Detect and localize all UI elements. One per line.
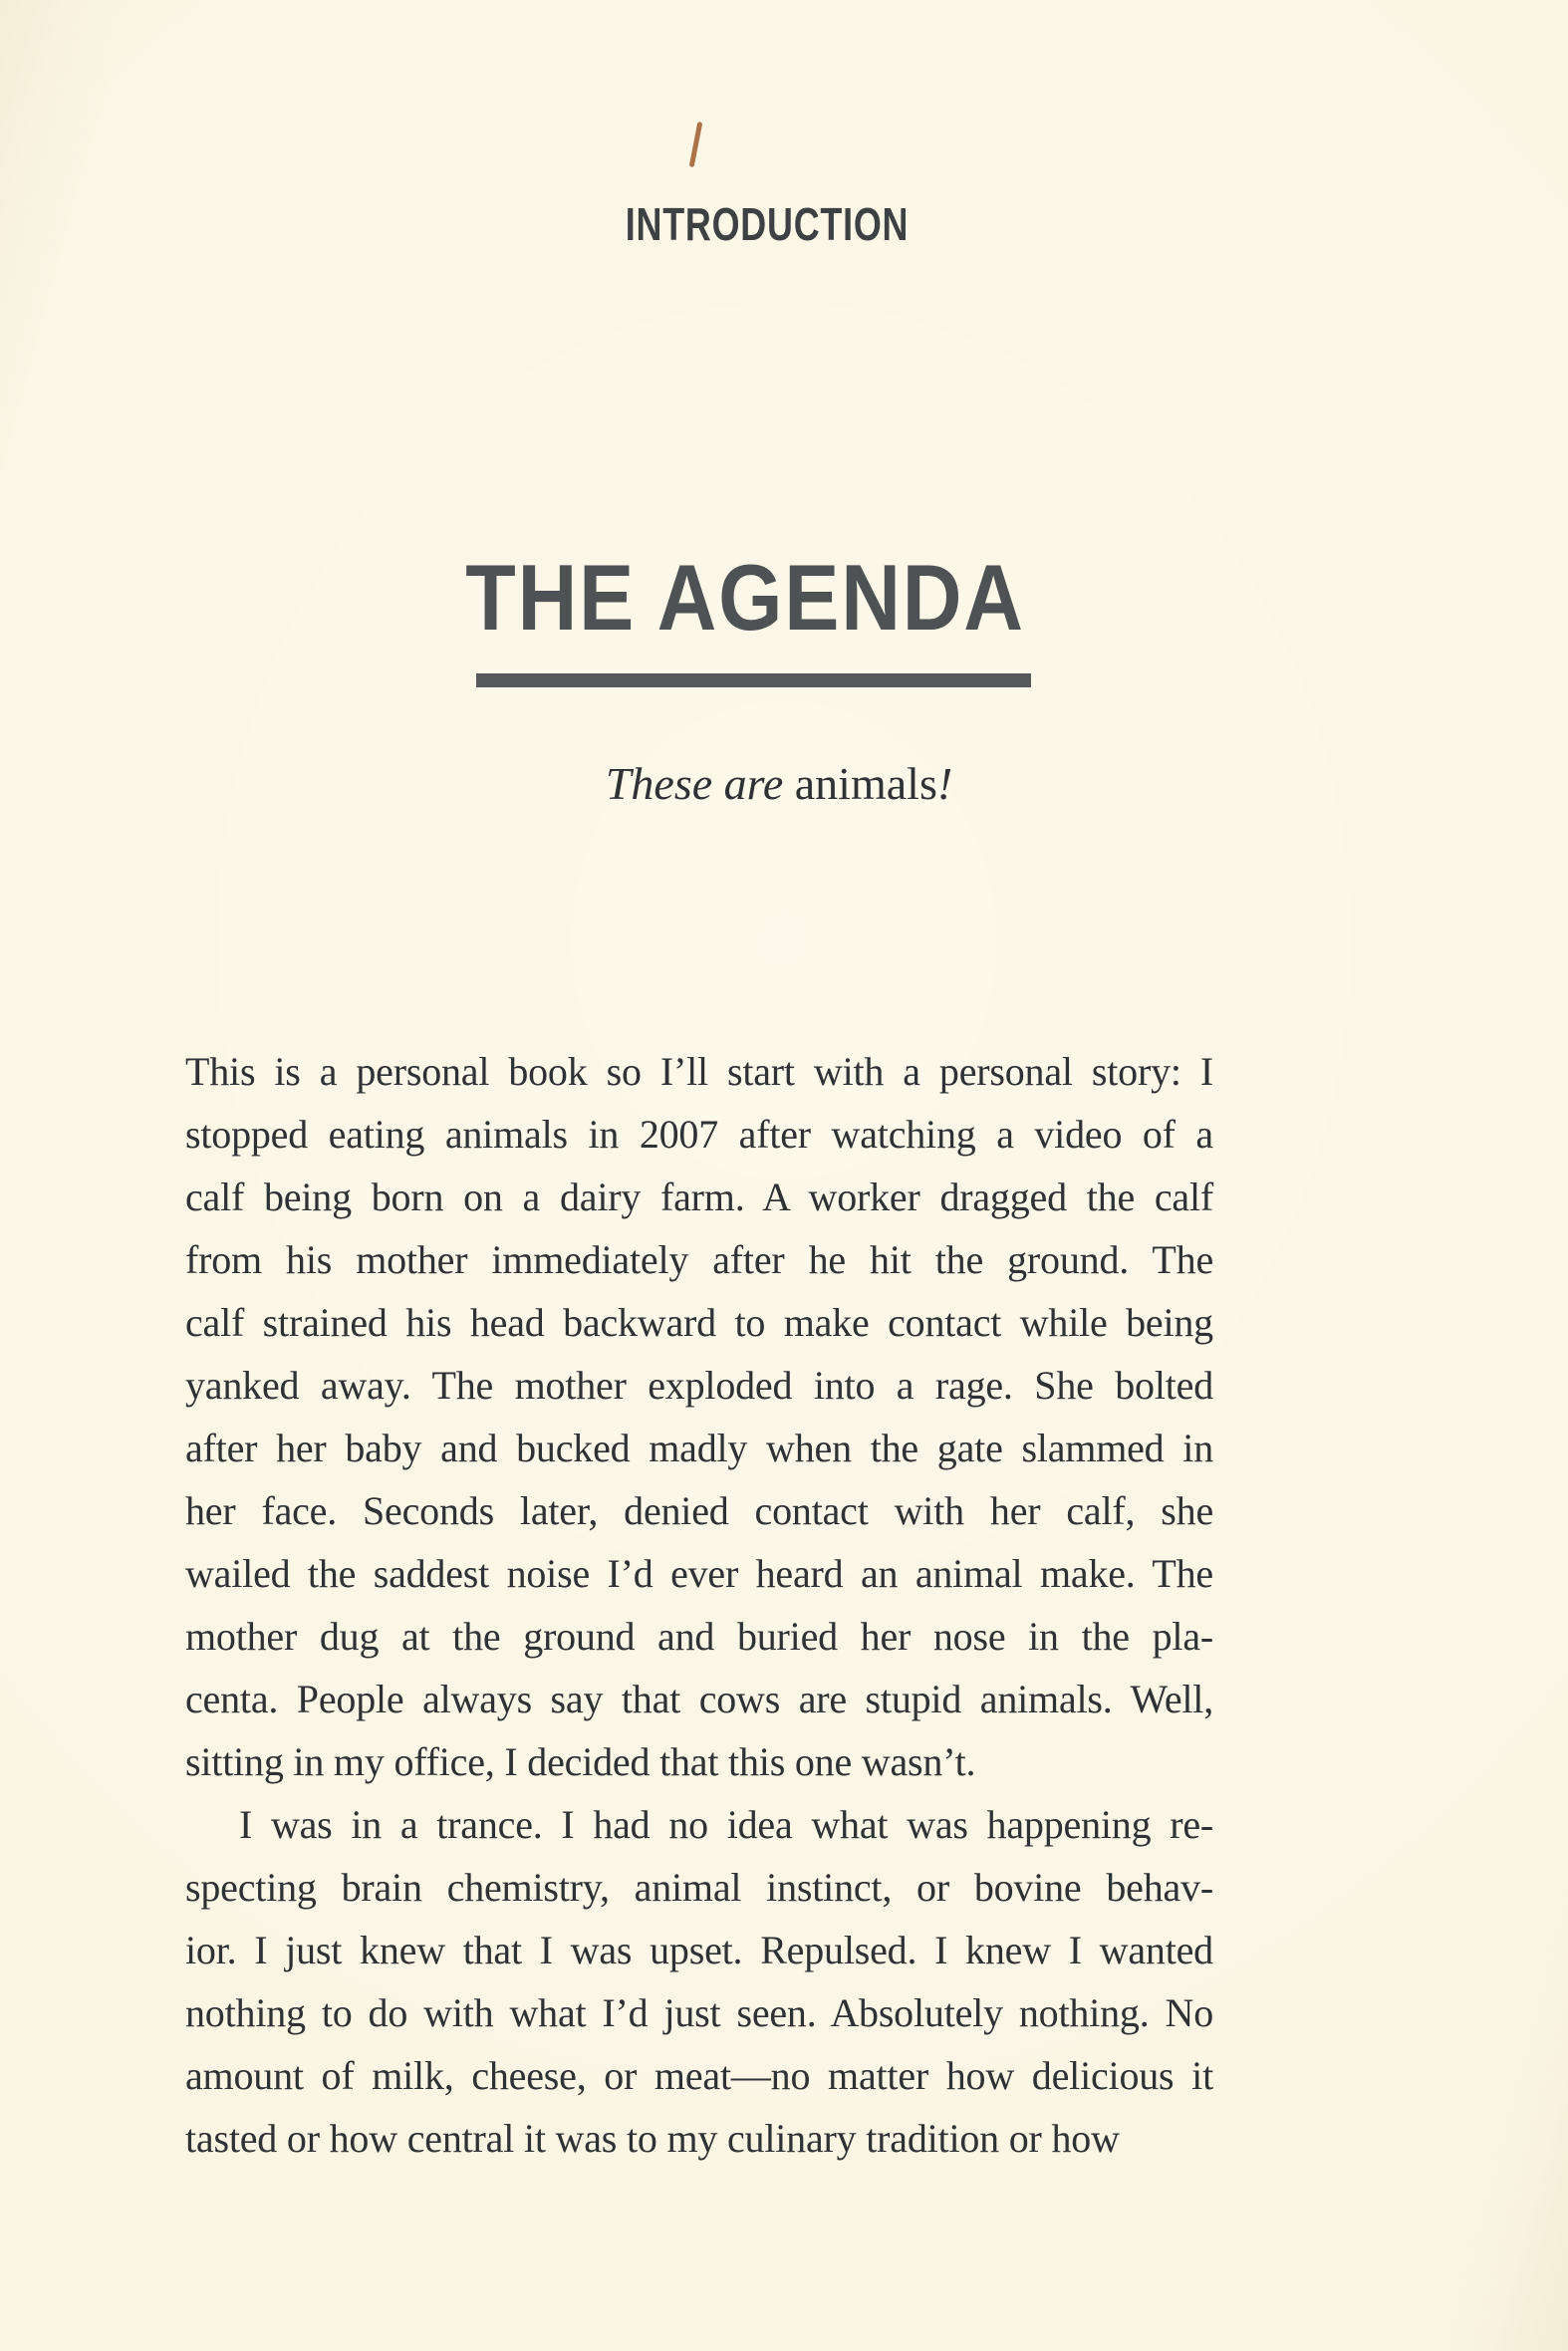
handwritten-slash-mark [689, 122, 703, 167]
text-line: nothing to do with what I’d just seen. Absolutely nothing. No [185, 1990, 1213, 2035]
chapter-kicker: INTRODUCTION [625, 198, 910, 250]
epigraph-italic-part: These are [605, 758, 795, 809]
text-line: centa. People always say that cows are stupid animals. Well, [185, 1677, 1213, 1721]
text-line: yanked away. The mother exploded into a rage. She bolted [185, 1363, 1213, 1408]
text-line: tasted or how central it was to my culinary tradition or how [185, 2116, 1120, 2161]
text-line: sitting in my office, I decided that this one wasn’t. [185, 1739, 976, 1784]
text-line: This is a personal book so I’ll start with a personal story: I [185, 1049, 1213, 1094]
text-line: mother dug at the ground and buried her nose in the pla- [185, 1614, 1213, 1659]
epigraph-exclamation: ! [936, 758, 953, 809]
page-title: THE AGENDA [465, 545, 1025, 650]
text-line: calf strained his head backward to make contact while being [185, 1300, 1213, 1345]
text-line: calf being born on a dairy farm. A worker dragged the calf [185, 1175, 1213, 1219]
paragraph [185, 1793, 1213, 2170]
text-line: stopped eating animals in 2007 after watching a video of a [185, 1112, 1213, 1157]
text-line: wailed the saddest noise I’d ever heard an animal make. The [185, 1551, 1213, 1596]
text-line: ior. I just knew that I was upset. Repulsed. I knew I wanted [185, 1928, 1213, 1972]
text-line: specting brain chemistry, animal instinct, or bovine behav- [185, 1865, 1213, 1910]
body-text [185, 1040, 1213, 2170]
paragraph [185, 1040, 1213, 1793]
epigraph-roman-part: animals [794, 758, 937, 809]
text-line: after her baby and bucked madly when the gate slammed in [185, 1426, 1213, 1470]
text-line: amount of milk, cheese, or meat—no matter how delicious it [185, 2053, 1213, 2098]
text-line: I was in a trance. I had no idea what was happening re- [239, 1802, 1213, 1847]
text-line: her face. Seconds later, denied contact with her calf, she [185, 1488, 1213, 1533]
epigraph [606, 757, 952, 810]
text-line: from his mother immediately after he hit the ground. The [185, 1237, 1213, 1282]
title-underline-rule [476, 673, 1031, 687]
